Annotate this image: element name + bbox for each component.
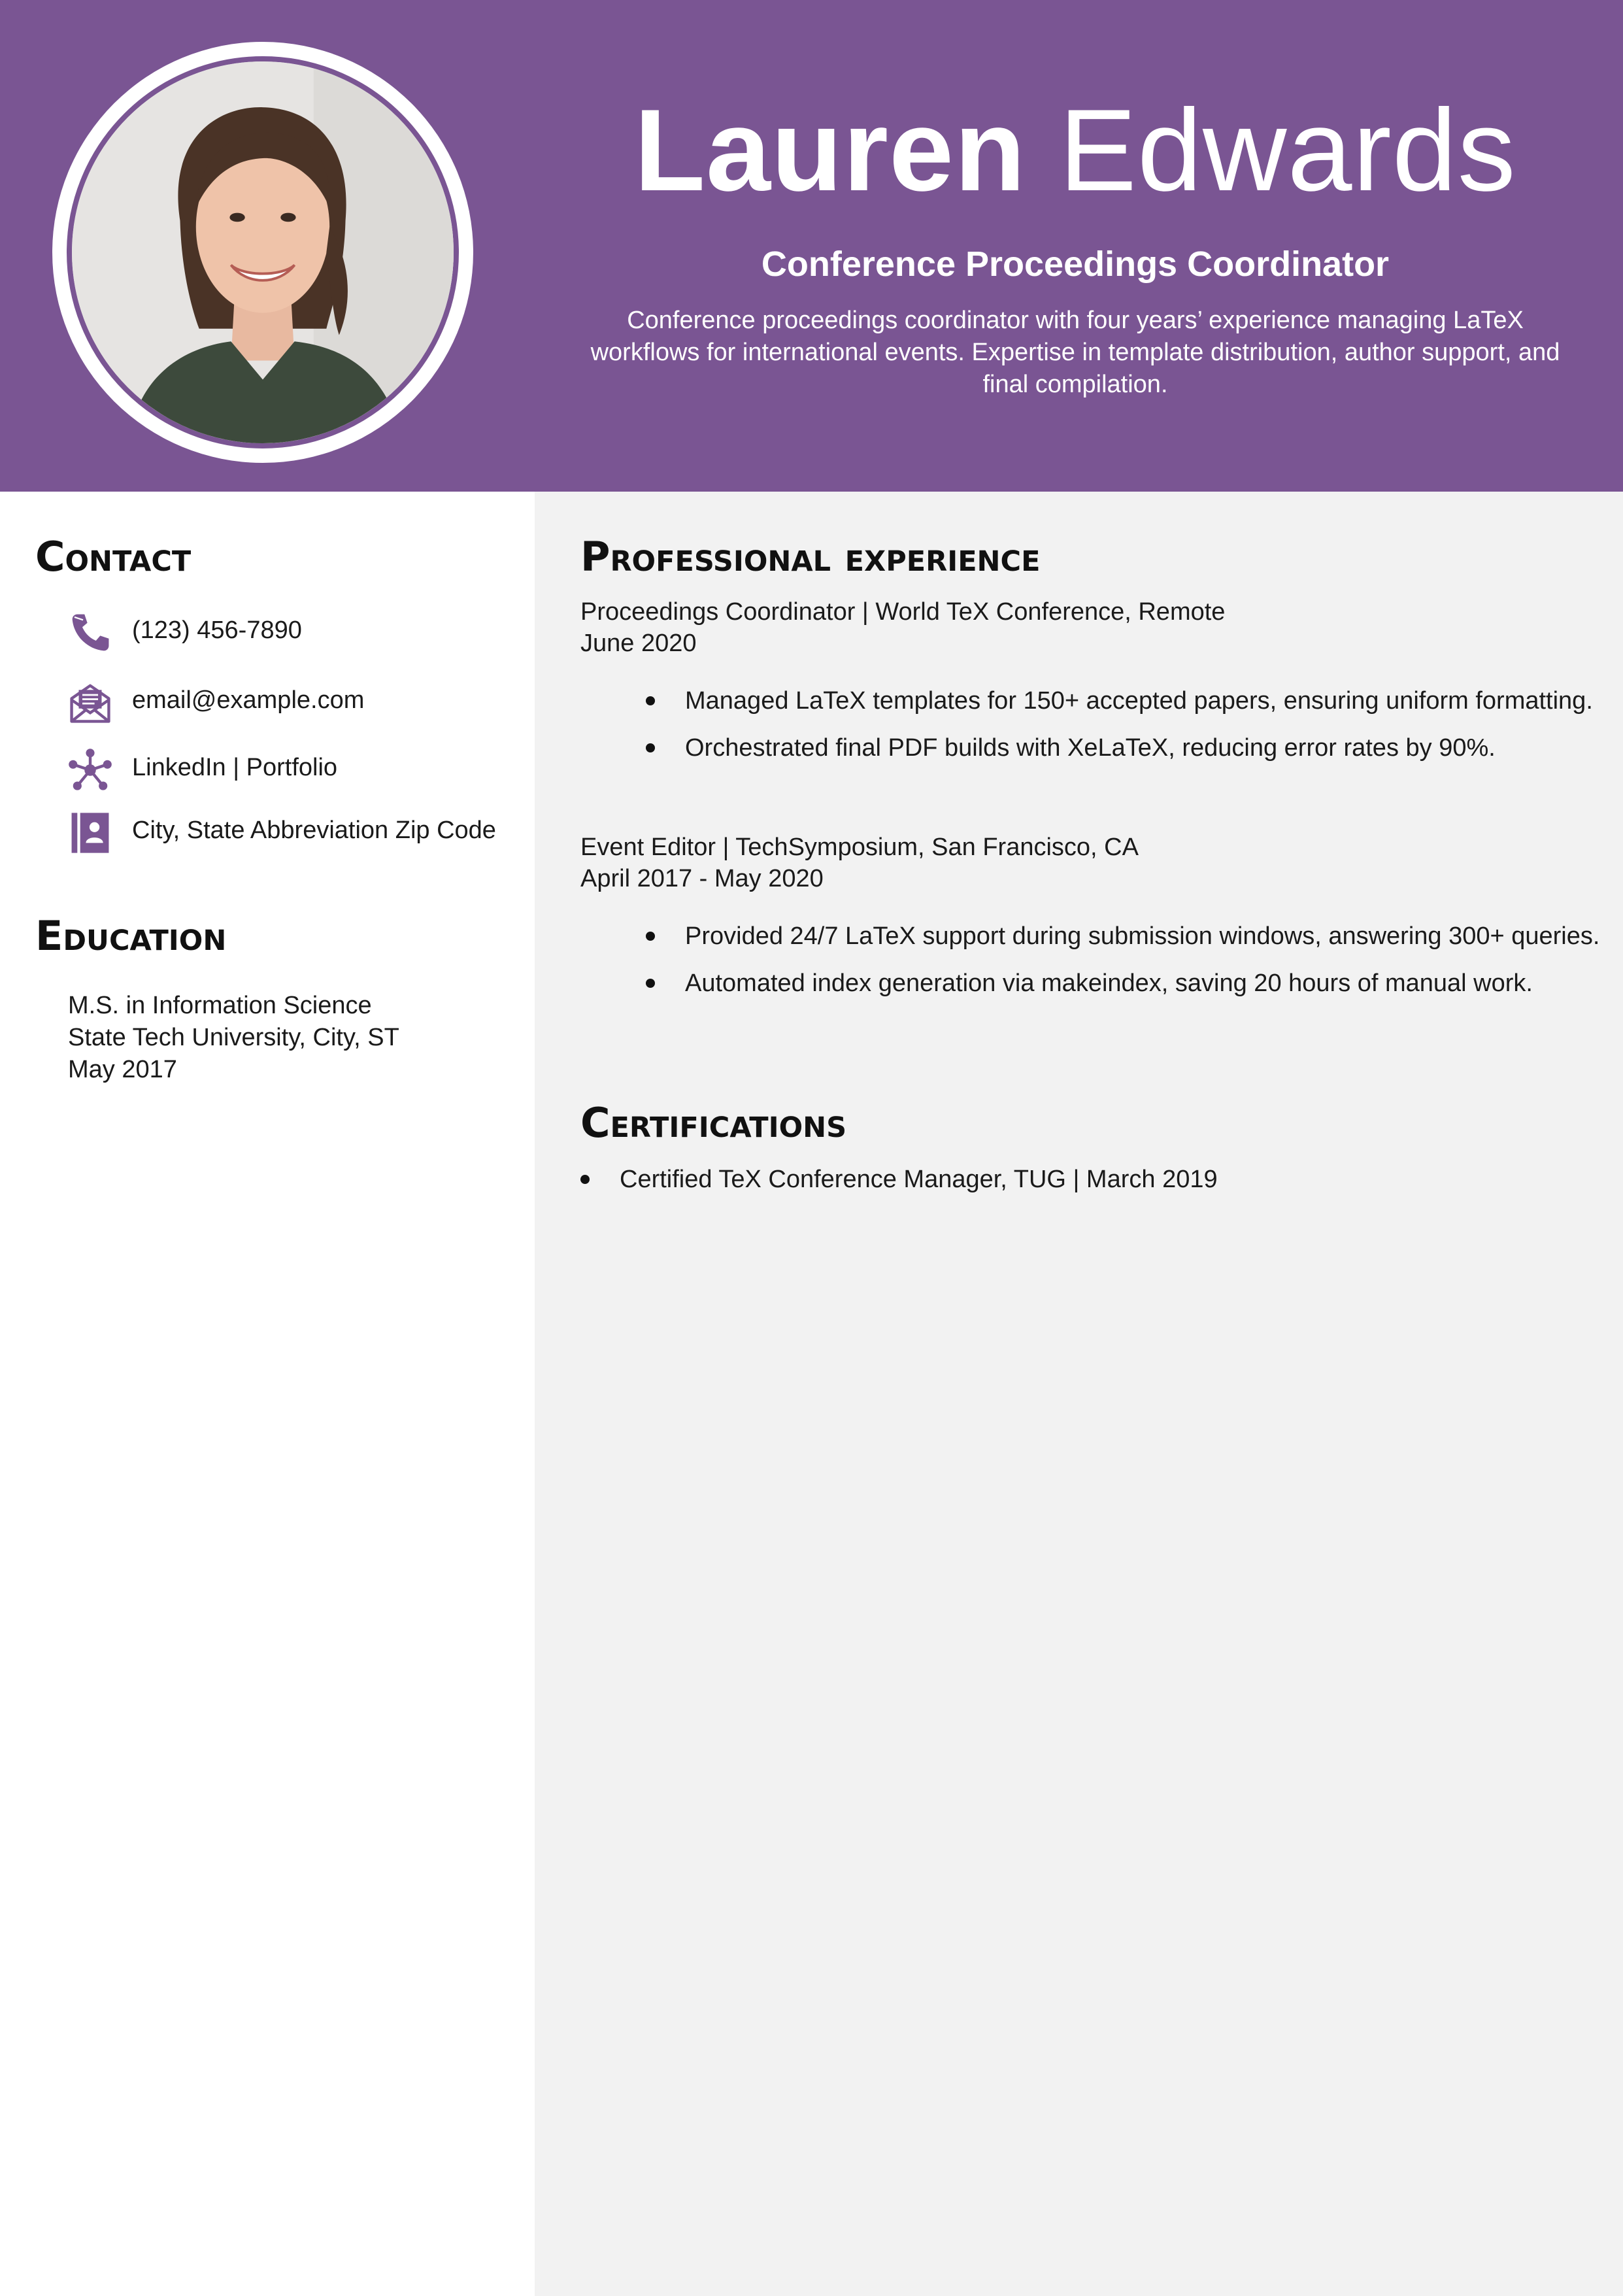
certifications-heading: Certifications [580, 1099, 847, 1147]
school: State Tech University, City, ST [68, 1024, 399, 1051]
contact-card-icon [65, 808, 115, 858]
sidebar [0, 492, 535, 2296]
job-bullets [580, 920, 1600, 999]
portrait-illustration [72, 61, 454, 443]
profile-photo [67, 56, 459, 448]
mail-icon [65, 678, 115, 728]
job-heading: Proceedings Coordinator | World TeX Conference, Remote [580, 598, 1226, 626]
job-heading: Event Editor | TechSymposium, San Francisco, CA [580, 834, 1139, 861]
contact-address [65, 808, 510, 858]
contact-heading: Contact [35, 533, 192, 581]
job-dates: April 2017 - May 2020 [580, 865, 824, 892]
job-bullets [580, 685, 1600, 764]
phone-icon [65, 608, 115, 658]
first-name: Lauren [634, 85, 1026, 215]
experience-heading: Professional experience [580, 533, 1041, 581]
last-name: Edwards [1059, 85, 1516, 215]
address-text: City, State Abbreviation Zip Code [132, 817, 496, 844]
education-heading: Education [35, 912, 227, 960]
job-bullet: Provided 24/7 LaTeX support during submission windows, answering 300+ queries. [685, 920, 1600, 952]
contact-phone [65, 608, 510, 658]
header-text [569, 85, 1582, 401]
certification-item: Certified TeX Conference Manager, TUG | March 2019 [620, 1164, 1600, 1195]
main-content [535, 492, 1623, 2296]
degree: M.S. in Information Science [68, 992, 372, 1019]
header-banner [0, 0, 1623, 492]
job-dates: June 2020 [580, 630, 697, 657]
phone-text: (123) 456-7890 [132, 616, 302, 644]
job-entry [580, 596, 1600, 779]
profile-photo-frame [52, 42, 473, 463]
contact-links [65, 745, 510, 795]
job-bullet: Managed LaTeX templates for 150+ accepted papers, ensuring uniform formatting. [685, 685, 1600, 717]
contact-email [65, 678, 510, 728]
job-entry [580, 832, 1600, 1015]
network-icon [65, 745, 115, 795]
candidate-name [569, 85, 1582, 216]
certifications-list [580, 1164, 1600, 1195]
job-bullet: Orchestrated final PDF builds with XeLaTeX, reducing error rates by 90%. [685, 732, 1600, 764]
job-title: Conference Proceedings Coordinator [761, 245, 1390, 284]
email-text: email@example.com [132, 686, 365, 714]
job-bullet: Automated index generation via makeindex, saving 20 hours of manual work. [685, 968, 1600, 999]
summary: Conference proceedings coordinator with four years’ experience managing LaTeX workflows for international events. Expertise in template distribution, author support, and final compilation. [590, 307, 1560, 398]
links-text: LinkedIn | Portfolio [132, 754, 338, 781]
graduation-date: May 2017 [68, 1056, 177, 1083]
education-entry [68, 990, 399, 1086]
